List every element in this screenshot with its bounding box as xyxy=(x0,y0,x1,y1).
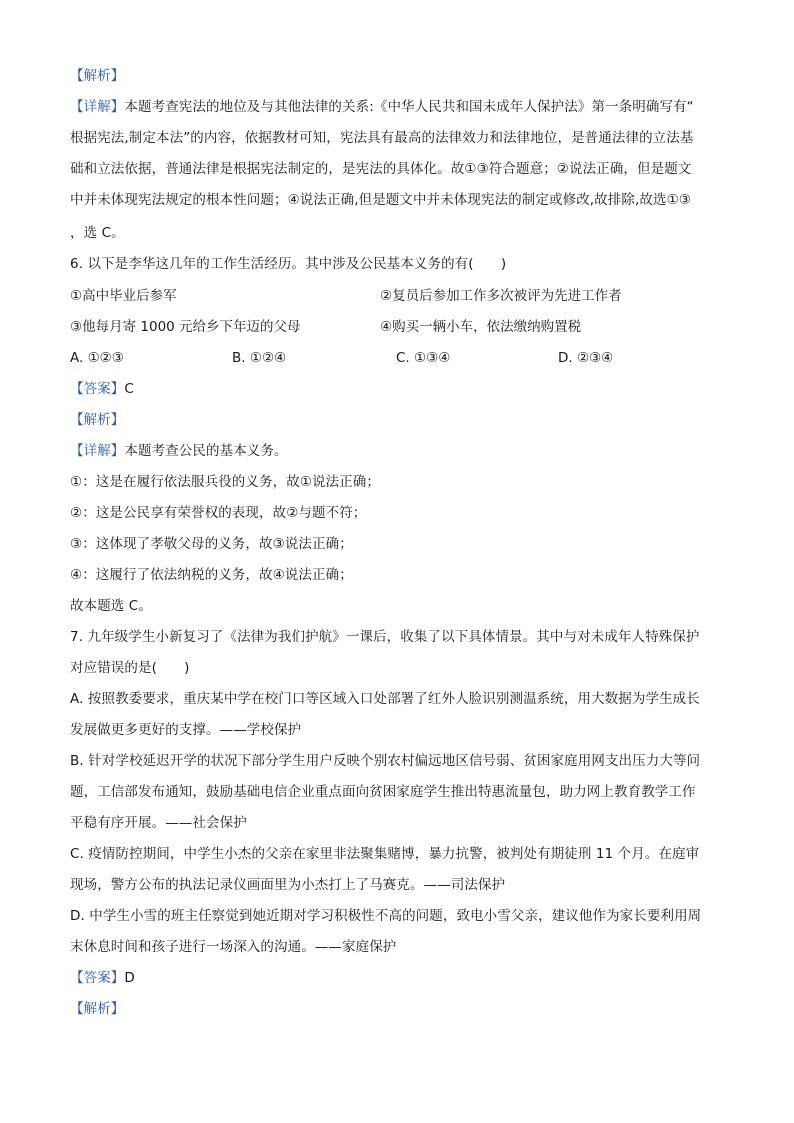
q6-item-4: ④购买一辆小车，依法缴纳购置税 xyxy=(380,319,582,335)
answer-heading: 【答案】 xyxy=(70,970,125,986)
detail-paragraph-line: 础和立法依据，普通法律是根据宪法制定的，是宪法的具体化。故①③符合题意；②说法正确，但是题文 xyxy=(70,161,692,177)
detail-paragraph-line: 【详解】本题考查宪法的地位及与其他法律的关系:《中华人民共和国未成年人保护法》第一条明确写有“ xyxy=(70,99,694,115)
detail-paragraph-line: 故本题选 C。 xyxy=(70,598,152,614)
q6-item-2: ②复员后参加工作多次被评为先进工作者 xyxy=(380,288,622,304)
q6-choice-a: A. ①②③ xyxy=(70,350,124,366)
detail-paragraph-line: ②：这是公民享有荣誉权的表现，故②与题不符； xyxy=(70,505,367,521)
q6-choice-b: B. ①②④ xyxy=(232,350,287,366)
q7-answer: D xyxy=(124,970,135,986)
question-7-stem: 7. 九年级学生小新复习了《法律为我们护航》一课后，收集了以下具体情景。其中与对未成年人特殊保护 xyxy=(70,629,700,645)
q6-answer-line xyxy=(70,379,730,399)
q6-answer: C xyxy=(124,381,134,397)
detail-heading: 【详解】 xyxy=(70,99,125,115)
q7-option-line: 末休息时间和孩子进行一场深入的沟通。——家庭保护 xyxy=(70,939,397,955)
detail-paragraph-line: ①：这是在履行依法服兵役的义务，故①说法正确； xyxy=(70,474,381,490)
q6-choice-c: C. ①③④ xyxy=(396,350,451,366)
q7-option-line: 现场，警方公布的执法记录仪画面里为小杰打上了马赛克。——司法保护 xyxy=(70,877,506,893)
analysis-heading: 【解析】 xyxy=(70,1001,125,1017)
detail-heading: 【详解】 xyxy=(70,443,125,459)
q7-option-line: 平稳有序开展。——社会保护 xyxy=(70,815,247,831)
detail-paragraph-line: 根据宪法,制定本法”的内容，依据教材可知，宪法具有最高的法律效力和法律地位，是普通法律的立法基 xyxy=(70,130,694,146)
detail-paragraph-line: ④：这履行了依法纳税的义务，故④说法正确； xyxy=(70,567,353,583)
q6-item-1: ①高中毕业后参军 xyxy=(70,288,177,304)
q7-option-line: D. 中学生小雪的班主任察觉到她近期对学习积极性不高的问题，致电小雪父亲，建议他作为家长要利用周 xyxy=(70,908,702,924)
q6-choice-d: D. ②③④ xyxy=(558,350,614,366)
q7-option-line: A. 按照教委要求，重庆某中学在校门口等区域入口处部署了红外人脸识别测温系统，用大数据为学生成长 xyxy=(70,691,700,707)
detail-paragraph-line: ，选 C。 xyxy=(70,225,125,241)
detail-paragraph-line: 【详解】本题考查公民的基本义务。 xyxy=(70,443,288,459)
q7-option-line: 题，工信部发布通知，鼓励基础电信企业重点面向贫困家庭学生推出特惠流量包，助力网上教育教学工作 xyxy=(70,784,696,800)
q7-answer-line xyxy=(70,968,730,988)
detail-paragraph-line: ③：这体现了孝敬父母的义务，故③说法正确； xyxy=(70,536,353,552)
q7-option-line: B. 针对学校延迟开学的状况下部分学生用户反映个别农村偏远地区信号弱、贫困家庭用网支出压力大等问 xyxy=(70,753,701,769)
question-7-stem: 对应错误的是( ) xyxy=(70,660,190,676)
q7-option-line: 发展做更多更好的支撑。——学校保护 xyxy=(70,722,302,738)
detail-paragraph-line: 中并未体现宪法规定的根本性问题；④说法正确,但是题文中并未体现宪法的制定或修改,故排除,故选①③ xyxy=(70,192,691,208)
q6-item-3: ③他每月寄 1000 元给乡下年迈的父母 xyxy=(70,319,301,335)
q7-option-line: C. 疫情防控期间，中学生小杰的父亲在家里非法聚集赌博，暴力抗警，被判处有期徒刑 11 个月。在庭审 xyxy=(70,846,700,862)
question-6-stem: 6. 以下是李华这几年的工作生活经历。其中涉及公民基本义务的有( ) xyxy=(70,256,507,272)
answer-heading: 【答案】 xyxy=(70,381,125,397)
analysis-heading: 【解析】 xyxy=(70,412,125,428)
analysis-heading: 【解析】 xyxy=(70,68,125,84)
